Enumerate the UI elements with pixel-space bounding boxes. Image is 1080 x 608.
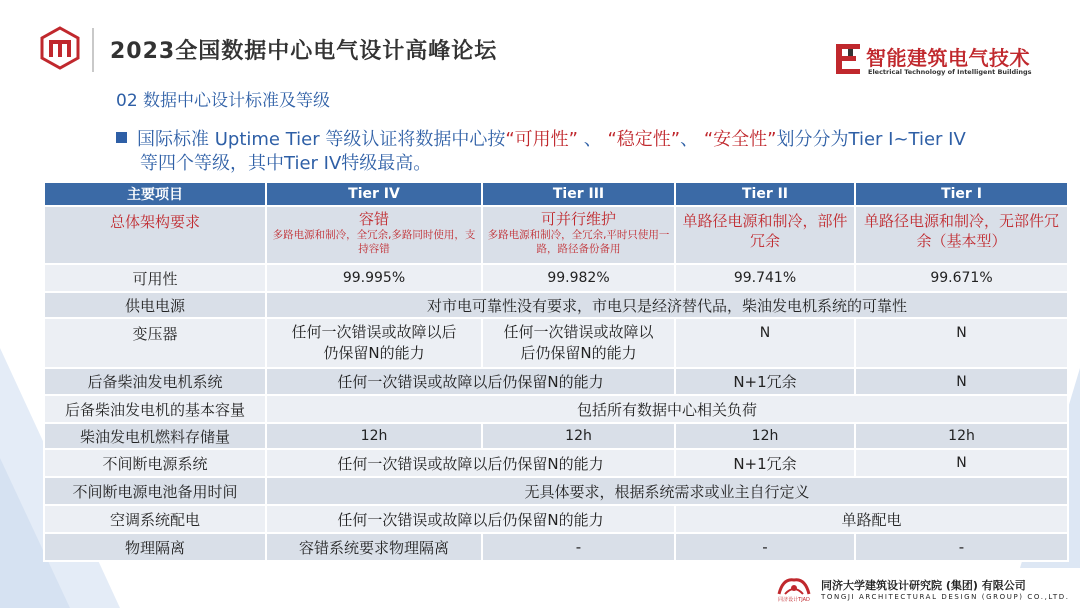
table-row bbox=[44, 395, 1068, 423]
section-title: 02 数据中心设计标准及等级 bbox=[116, 91, 331, 111]
table-cell: N bbox=[675, 318, 855, 368]
table-row bbox=[44, 292, 1068, 318]
bullet-sep2: 、 bbox=[680, 129, 704, 150]
cell-desc: 多路电源和制冷，全冗余,平时只使用一路，路径备份备用 bbox=[487, 229, 670, 255]
cell-title: 可并行维护 bbox=[540, 210, 616, 228]
brand-name: 智能建筑电气技术 bbox=[866, 46, 1030, 70]
tjad-mark-text: 同济设计TJAD bbox=[778, 597, 810, 602]
table-cell: N bbox=[855, 449, 1068, 477]
row-label: 总体架构要求 bbox=[44, 206, 266, 264]
table-cell: 12h bbox=[855, 423, 1068, 449]
row-label: 可用性 bbox=[44, 264, 266, 292]
table-cell: N bbox=[855, 368, 1068, 395]
table-cell: 对市电可靠性没有要求，市电只是经济替代品，柴油发电机系统的可靠性 bbox=[266, 292, 1068, 318]
table-cell: 12h bbox=[675, 423, 855, 449]
table-cell: 容错系统要求物理隔离 bbox=[266, 533, 482, 561]
row-label: 后备柴油发电机系统 bbox=[44, 368, 266, 395]
row-label: 物理隔离 bbox=[44, 533, 266, 561]
table-row bbox=[44, 206, 1068, 264]
table-cell: 99.995% bbox=[266, 264, 482, 292]
cell-title: 容错 bbox=[358, 210, 389, 228]
page-title: 2023全国数据中心电气设计高峰论坛 bbox=[110, 39, 498, 64]
table-cell: 单路配电 bbox=[675, 505, 1068, 533]
header-tier-ii: Tier II bbox=[675, 182, 855, 206]
footer-org-name: 同济大学建筑设计研究院 (集团) 有限公司 bbox=[821, 579, 1026, 592]
table-row bbox=[44, 449, 1068, 477]
table-row bbox=[44, 264, 1068, 292]
tjad-logo-icon bbox=[775, 574, 813, 602]
table-cell: 任何一次错误或故障以后仍保留N的能力 bbox=[482, 318, 675, 368]
row-label: 后备柴油发电机的基本容量 bbox=[44, 395, 266, 423]
row-label: 不间断电源系统 bbox=[44, 449, 266, 477]
table-header-row bbox=[44, 182, 1068, 206]
header-tier-iii: Tier III bbox=[482, 182, 675, 206]
highlight-availability: “可用性” bbox=[505, 129, 579, 150]
bullet-text bbox=[116, 128, 1056, 152]
table-row bbox=[44, 318, 1068, 368]
header-divider bbox=[92, 28, 94, 72]
table-cell bbox=[266, 206, 482, 264]
highlight-security: “安全性” bbox=[703, 129, 777, 150]
table-row bbox=[44, 368, 1068, 395]
table-cell: 99.982% bbox=[482, 264, 675, 292]
brand-subtitle: Electrical Technology of Intelligent Buildings bbox=[868, 68, 1032, 76]
table-cell: N+1冗余 bbox=[675, 449, 855, 477]
table-cell: 99.671% bbox=[855, 264, 1068, 292]
table-cell: 无具体要求，根据系统需求或业主自行定义 bbox=[266, 477, 1068, 505]
table-cell: 任何一次错误或故障以后仍保留N的能力 bbox=[266, 318, 482, 368]
table-row bbox=[44, 533, 1068, 561]
table-row bbox=[44, 423, 1068, 449]
header-tier-iv: Tier IV bbox=[266, 182, 482, 206]
table-cell: - bbox=[855, 533, 1068, 561]
table-cell: N+1冗余 bbox=[675, 368, 855, 395]
row-label: 不间断电源电池备用时间 bbox=[44, 477, 266, 505]
tongji-logo-icon bbox=[38, 26, 82, 70]
header-tier-i: Tier I bbox=[855, 182, 1068, 206]
table-cell: 任何一次错误或故障以后仍保留N的能力 bbox=[266, 368, 675, 395]
row-label: 空调系统配电 bbox=[44, 505, 266, 533]
bullet-part2: 划分分为Tier I~Tier IV bbox=[776, 129, 966, 150]
brand-logo bbox=[836, 44, 1041, 78]
table-cell: - bbox=[482, 533, 675, 561]
table-cell: 包括所有数据中心相关负荷 bbox=[266, 395, 1068, 423]
table-cell: N bbox=[855, 318, 1068, 368]
bullet-square-icon bbox=[116, 132, 127, 143]
table-cell: 12h bbox=[482, 423, 675, 449]
bullet-text-line2: 等四个等级，其中Tier IV特级最高。 bbox=[140, 153, 432, 174]
table-row bbox=[44, 505, 1068, 533]
table-cell: 任何一次错误或故障以后仍保留N的能力 bbox=[266, 505, 675, 533]
cell-desc: 多路电源和制冷，全冗余,多路同时使用，支持容错 bbox=[272, 229, 476, 255]
row-label: 柴油发电机燃料存储量 bbox=[44, 423, 266, 449]
header-item: 主要项目 bbox=[44, 182, 266, 206]
row-label: 变压器 bbox=[44, 318, 266, 368]
table-cell: - bbox=[675, 533, 855, 561]
table-cell: 12h bbox=[266, 423, 482, 449]
row-label: 供电电源 bbox=[44, 292, 266, 318]
table-cell: 单路径电源和制冷，部件冗余 bbox=[675, 206, 855, 264]
highlight-stability: “稳定性” bbox=[607, 129, 681, 150]
footer-org-name-en: TONGJI ARCHITECTURAL DESIGN (GROUP) CO.,LTD. bbox=[821, 593, 1070, 601]
table-cell: 任何一次错误或故障以后仍保留N的能力 bbox=[266, 449, 675, 477]
table-row bbox=[44, 477, 1068, 505]
tier-comparison-table bbox=[43, 181, 1069, 562]
bullet-sep1: 、 bbox=[578, 129, 608, 150]
table-cell: 单路径电源和制冷，无部件冗余（基本型） bbox=[855, 206, 1068, 264]
brand-logo-icon bbox=[836, 44, 862, 74]
bullet-part1: 国际标准 Uptime Tier 等级认证将数据中心按 bbox=[137, 129, 506, 150]
table-cell: 99.741% bbox=[675, 264, 855, 292]
table-cell bbox=[482, 206, 675, 264]
